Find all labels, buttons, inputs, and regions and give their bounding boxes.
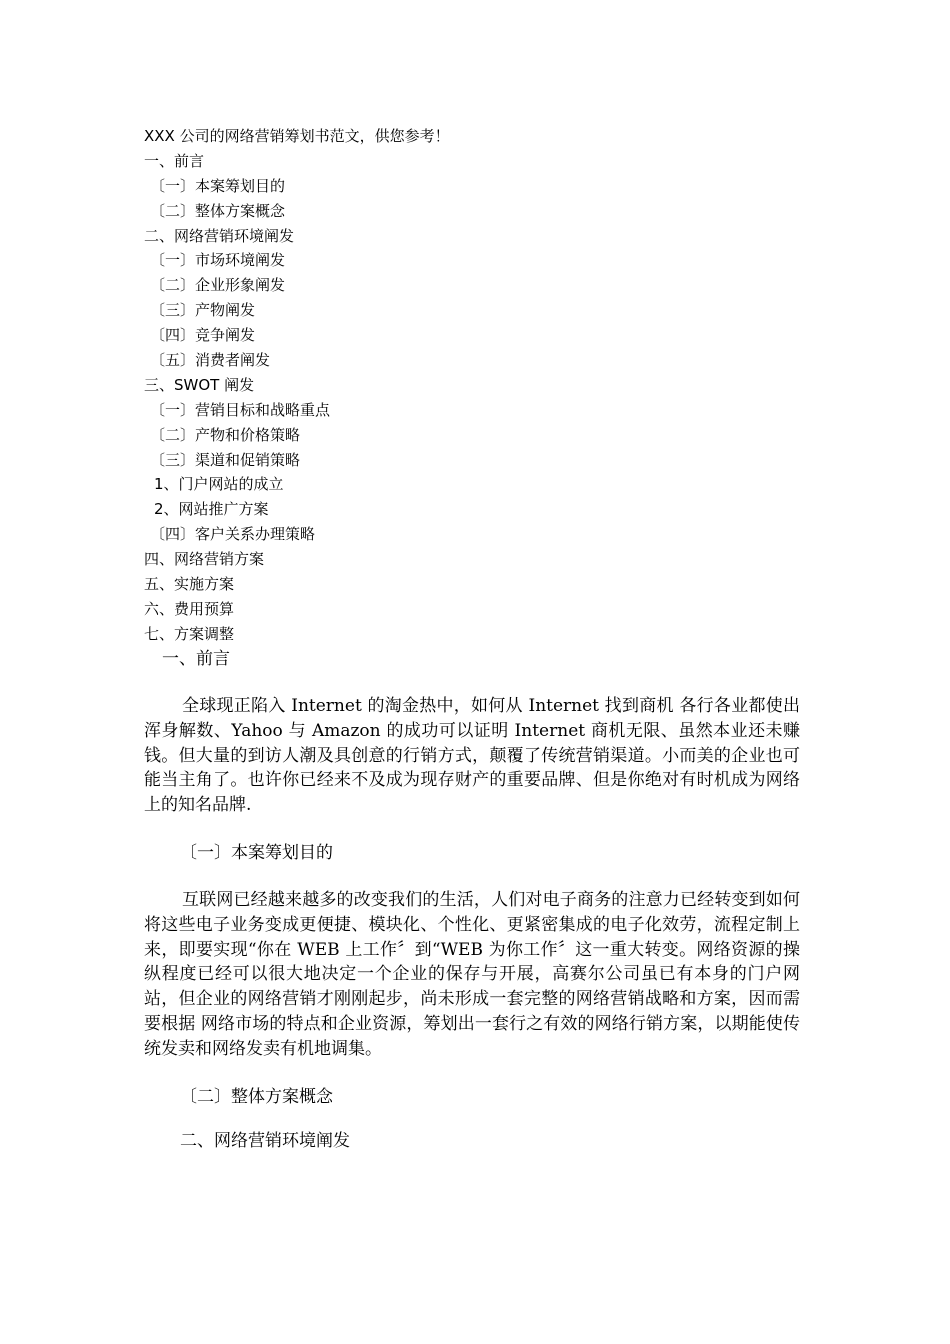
toc-item: 六、费用预算 — [144, 599, 235, 618]
toc-item: 五、实施方案 — [144, 575, 235, 594]
toc-item: 三、SWOT 阐发 — [144, 375, 255, 394]
toc-item: 四、网络营销方案 — [144, 550, 265, 569]
toc-item: 〔一〕营销目标和战略重点 — [150, 400, 331, 419]
toc-item: 〔四〕竞争阐发 — [150, 326, 256, 345]
toc-item: 〔一〕本案筹划目的 — [150, 176, 286, 195]
paragraph-purpose: 互联网已经越来越多的改变我们的生活，人们对电子商务的注意力已经转变到如何将这些电子业务变成更便捷、模块化、个性化、更紧密集成的电子化效劳，流程定制上来，即要实现“你在 WEB 上工作〞到“WEB 为你工作〞这一重大转变。网络资源的操纵程度已经可以很大地决定一个企业的保存与开展，高赛尔公司虽已有本身的门户网站，但企业的网络营销才刚刚起步，尚未形成一套完整的网络营销战略和方案，因而需要根据 网络市场的特点和企业资源，筹划出一套行之有效的网络行销方案，以期能使传统发卖和网络发卖有机地调集。 — [144, 889, 800, 1059]
toc-item: 〔三〕产物阐发 — [150, 301, 256, 320]
toc-item: 〔五〕消费者阐发 — [150, 351, 271, 370]
toc-item: 〔四〕客户关系办理策略 — [150, 525, 316, 544]
section-heading-environment: 二、网络营销环境阐发 — [180, 1130, 350, 1151]
toc-item: 1、门户网站的成立 — [154, 475, 284, 494]
toc-item: 〔三〕渠道和促销策略 — [150, 450, 301, 469]
section-heading-preface: 一、前言 — [162, 649, 230, 669]
section-heading-purpose: 〔一〕本案筹划目的 — [180, 842, 333, 863]
toc-item: 〔一〕市场环境阐发 — [150, 251, 286, 270]
document-body — [144, 646, 800, 1154]
paragraph-preface: 全球现正陷入 Internet 的淘金热中，如何从 Internet 找到商机 各行各业都使出浑身解数、Yahoo 与 Amazon 的成功可以证明 Internet 商机无限、虽然本业还未赚钱。但大量的到访人潮及具创意的行销方式，颠覆了传统营销渠道。小而美的企业也可能当主角了。也许你已经来不及成为现存财产的重要品牌、但是你绝对有时机成为网络上的知名品牌. — [144, 696, 800, 816]
toc-item: 〔二〕企业形象阐发 — [150, 276, 286, 295]
toc-item: 〔二〕产物和价格策略 — [150, 425, 301, 444]
toc-item: XXX 公司的网络营销筹划书范文，供您参考！ — [144, 127, 450, 145]
toc-item: 二、网络营销环境阐发 — [144, 226, 295, 245]
toc-item: 七、方案调整 — [144, 624, 235, 643]
toc-item: 2、网站推广方案 — [154, 500, 269, 519]
toc-item: 〔二〕整体方案概念 — [150, 201, 286, 220]
section-heading-concept: 〔二〕整体方案概念 — [180, 1086, 333, 1107]
table-of-contents — [144, 124, 824, 647]
toc-item: 一、前言 — [144, 151, 205, 170]
